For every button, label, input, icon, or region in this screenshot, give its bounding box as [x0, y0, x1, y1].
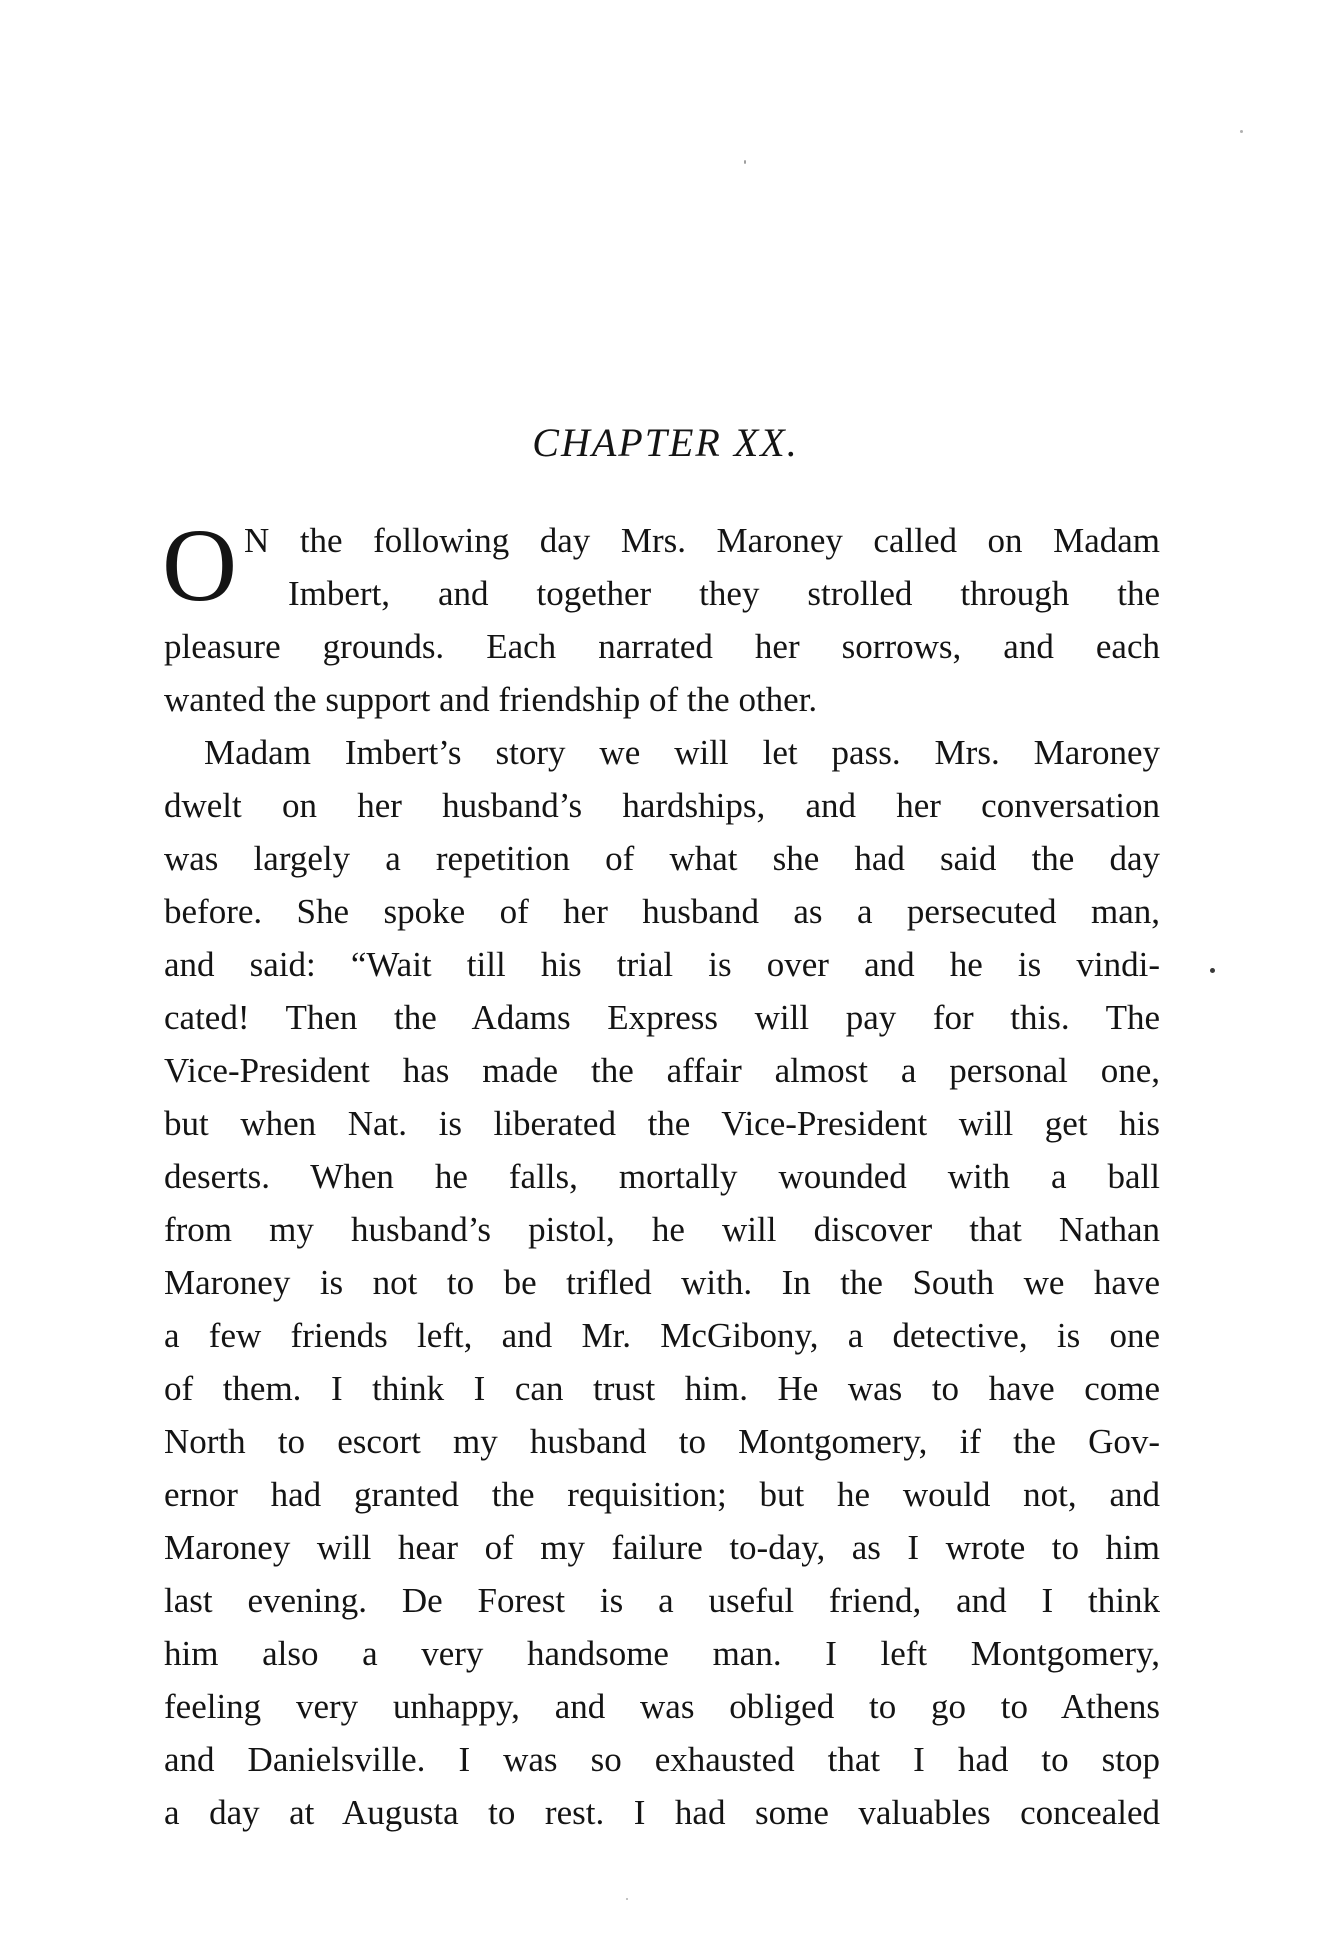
- text-line: Maroney will hear of my failure to-day, as I wrote to him: [164, 1528, 1160, 1567]
- scan-speck: [744, 160, 746, 164]
- text-line: Vice-President has made the affair almost a personal one,: [164, 1051, 1160, 1090]
- text-line: before. She spoke of her husband as a persecuted man,: [164, 892, 1160, 931]
- text-line: ernor had granted the requisition; but he would not, and: [164, 1475, 1160, 1514]
- text-line: but when Nat. is liberated the Vice-President will get his: [164, 1104, 1160, 1143]
- scan-speck: [626, 1898, 628, 1900]
- scan-speck: [1210, 968, 1215, 973]
- text-line: Madam Imbert’s story we will let pass. Mrs. Maroney: [204, 733, 1160, 772]
- text-line: cated! Then the Adams Express will pay for this. The: [164, 998, 1160, 1037]
- text-line: Maroney is not to be trifled with. In the South we have: [164, 1263, 1160, 1302]
- scan-speck: [1240, 130, 1243, 133]
- text-line: a day at Augusta to rest. I had some valuables concealed: [164, 1793, 1160, 1832]
- text-line: wanted the support and friendship of the other.: [164, 680, 818, 719]
- text-line: and said: “Wait till his trial is over and he is vindi-: [164, 945, 1160, 984]
- text-line: Imbert, and together they strolled through the: [288, 574, 1160, 613]
- text-line: last evening. De Forest is a useful friend, and I think: [164, 1581, 1160, 1620]
- text-line: N the following day Mrs. Maroney called on Madam: [244, 521, 1160, 560]
- drop-cap-letter: O: [162, 508, 238, 623]
- chapter-heading: CHAPTER XX.: [532, 420, 799, 465]
- text-line: was largely a repetition of what she had said the day: [164, 839, 1160, 878]
- text-line: of them. I think I can trust him. He was to have come: [164, 1369, 1160, 1408]
- text-line: and Danielsville. I was so exhausted that I had to stop: [164, 1740, 1160, 1779]
- text-line: dwelt on her husband’s hardships, and her conversation: [164, 786, 1160, 825]
- text-line: North to escort my husband to Montgomery, if the Gov-: [164, 1422, 1160, 1461]
- text-line: from my husband’s pistol, he will discover that Nathan: [164, 1210, 1160, 1249]
- text-line: feeling very unhappy, and was obliged to go to Athens: [164, 1687, 1160, 1726]
- text-line: a few friends left, and Mr. McGibony, a detective, is one: [164, 1316, 1160, 1355]
- text-line: him also a very handsome man. I left Montgomery,: [164, 1634, 1160, 1673]
- text-line: pleasure grounds. Each narrated her sorrows, and each: [164, 627, 1160, 666]
- text-line: deserts. When he falls, mortally wounded with a ball: [164, 1157, 1160, 1196]
